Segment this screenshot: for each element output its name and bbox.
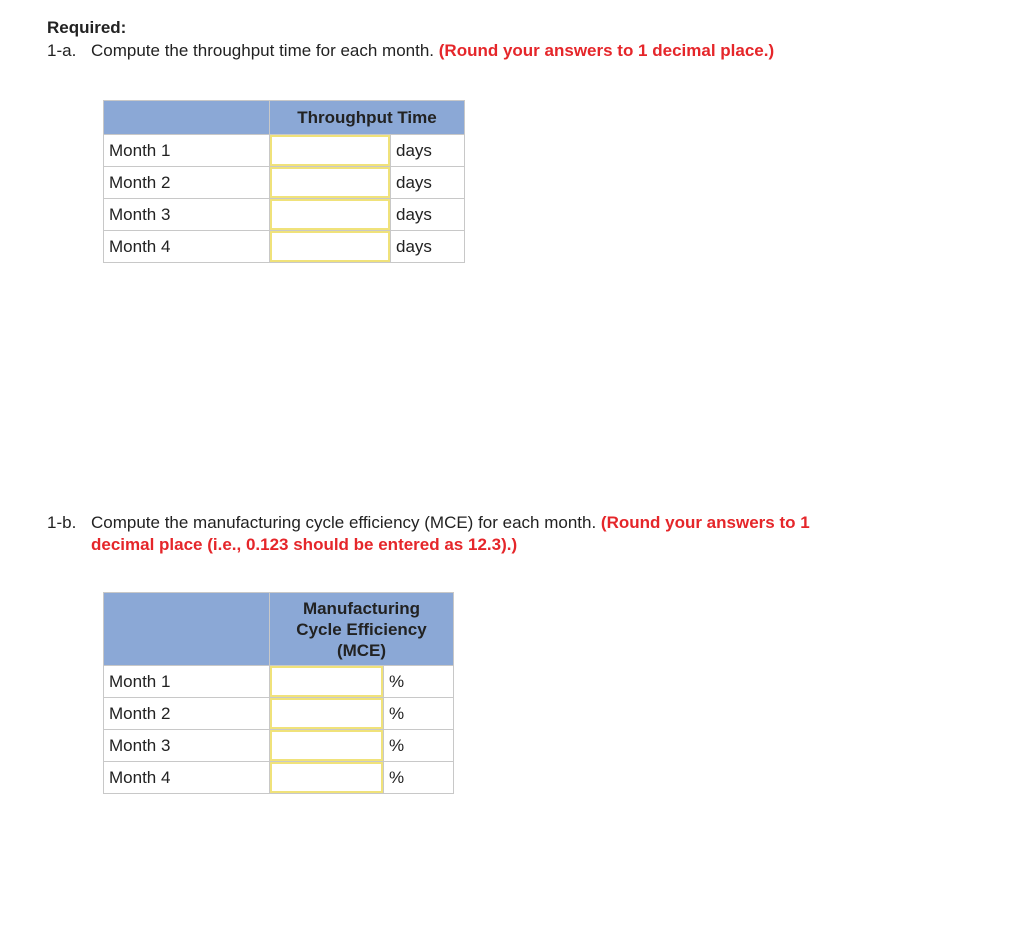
- input-cell: [270, 135, 391, 167]
- row-label: Month 4: [104, 231, 270, 263]
- table-header-row: [104, 593, 454, 666]
- question-text: Compute the manufacturing cycle efficiency (MCE) for each month.: [91, 513, 597, 532]
- throughput-month-3-input[interactable]: [270, 199, 390, 230]
- header-blank-cell: [104, 101, 270, 135]
- question-text: Compute the throughput time for each month.: [91, 41, 435, 60]
- mce-table: [103, 592, 454, 794]
- unit-label: %: [384, 762, 454, 794]
- question-1b: [47, 512, 947, 556]
- column-header-line: Cycle Efficiency: [296, 619, 427, 639]
- unit-label: days: [391, 167, 465, 199]
- column-header: [270, 593, 454, 666]
- table-row: [104, 167, 465, 199]
- throughput-month-4-input[interactable]: [270, 231, 390, 262]
- table-row: [104, 135, 465, 167]
- unit-label: days: [391, 135, 465, 167]
- unit-label: %: [384, 730, 454, 762]
- header-blank-cell: [104, 593, 270, 666]
- input-cell: [270, 698, 384, 730]
- table-row: [104, 231, 465, 263]
- table-row: [104, 199, 465, 231]
- column-header: Throughput Time: [270, 101, 465, 135]
- question-number: 1-a.: [47, 41, 77, 60]
- table-row: [104, 698, 454, 730]
- input-cell: [270, 231, 391, 263]
- mce-month-4-input[interactable]: [270, 762, 383, 793]
- input-cell: [270, 730, 384, 762]
- rounding-hint: (Round your answers to 1 decimal place.): [438, 41, 775, 60]
- rounding-hint-continued: decimal place (i.e., 0.123 should be entered as 12.3).): [91, 535, 518, 554]
- row-label: Month 4: [104, 762, 270, 794]
- rounding-hint: (Round your answers to 1: [600, 513, 810, 532]
- unit-label: %: [384, 698, 454, 730]
- row-label: Month 2: [104, 167, 270, 199]
- input-cell: [270, 666, 384, 698]
- table-header-row: [104, 101, 465, 135]
- question-1a: [47, 40, 774, 62]
- input-cell: [270, 199, 391, 231]
- unit-label: days: [391, 199, 465, 231]
- mce-month-1-input[interactable]: [270, 666, 383, 697]
- mce-month-2-input[interactable]: [270, 698, 383, 729]
- column-header-line: (MCE): [336, 640, 387, 660]
- row-label: Month 1: [104, 135, 270, 167]
- mce-month-3-input[interactable]: [270, 730, 383, 761]
- row-label: Month 3: [104, 730, 270, 762]
- input-cell: [270, 167, 391, 199]
- question-number: 1-b.: [47, 513, 77, 532]
- table-row: [104, 762, 454, 794]
- row-label: Month 2: [104, 698, 270, 730]
- row-label: Month 1: [104, 666, 270, 698]
- table-row: [104, 730, 454, 762]
- throughput-month-1-input[interactable]: [270, 135, 390, 166]
- column-header-line: Manufacturing: [302, 598, 421, 618]
- unit-label: %: [384, 666, 454, 698]
- throughput-time-table: [103, 100, 465, 263]
- unit-label: days: [391, 231, 465, 263]
- throughput-month-2-input[interactable]: [270, 167, 390, 198]
- input-cell: [270, 762, 384, 794]
- table-row: [104, 666, 454, 698]
- required-heading: Required:: [47, 18, 127, 37]
- row-label: Month 3: [104, 199, 270, 231]
